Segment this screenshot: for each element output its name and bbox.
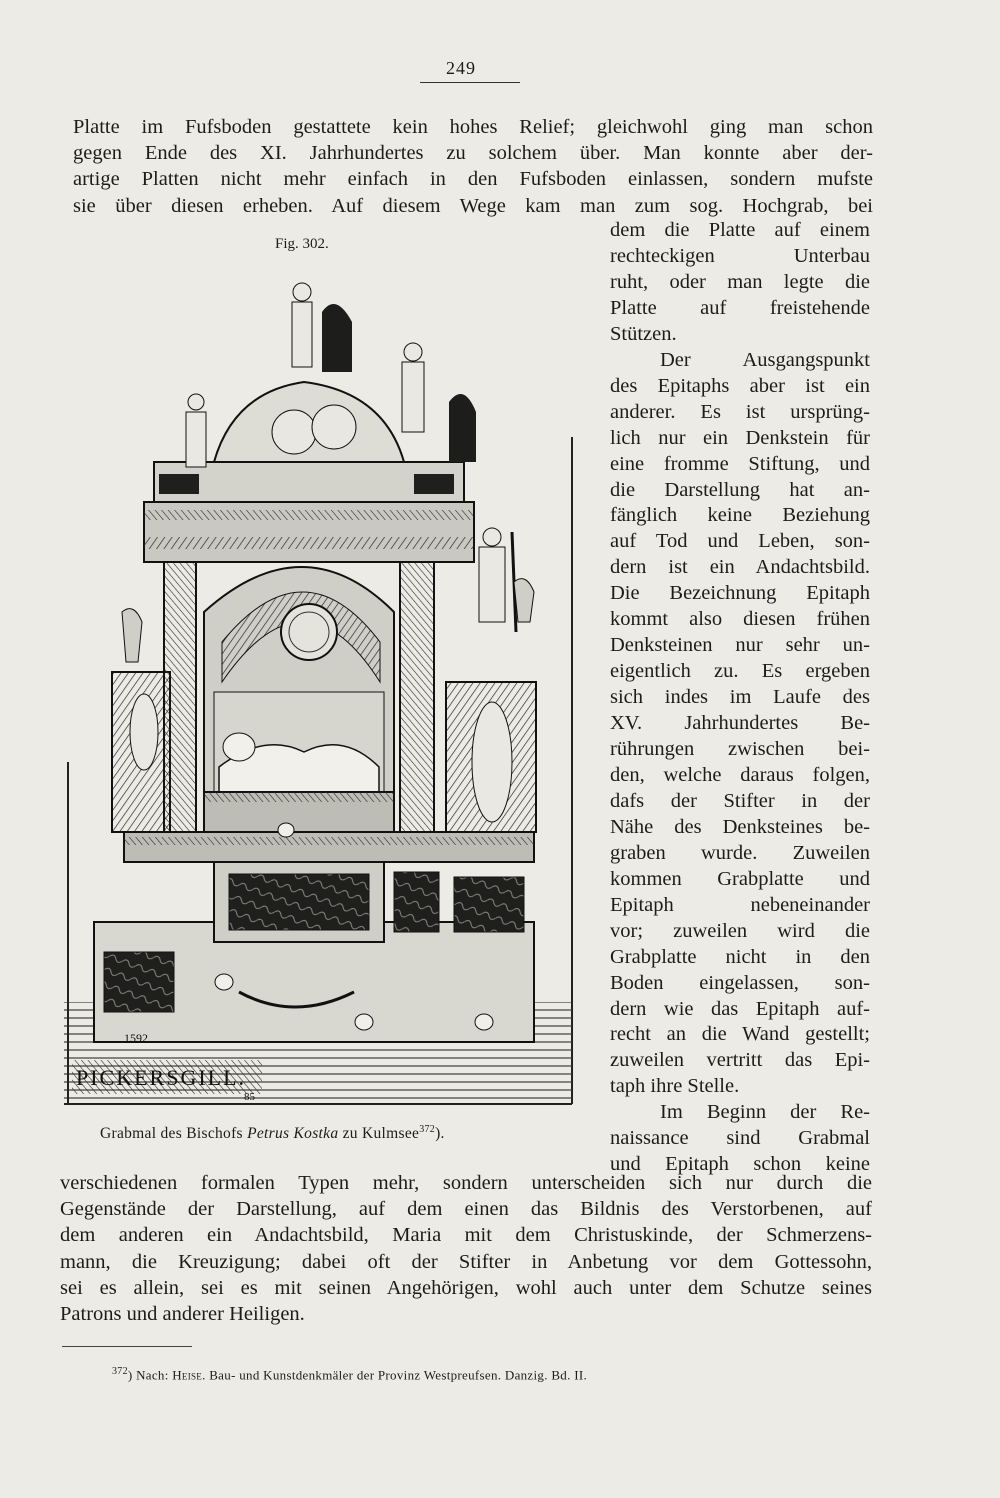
text-line: den, welche daraus folgen, xyxy=(610,763,870,786)
text-line: mann, die Kreuzigung; dabei oft der Stifter in Anbetung vor dem Gottessohn, xyxy=(60,1250,872,1273)
footnote-author: Heise. xyxy=(172,1367,206,1383)
text-line: Im Beginn der Re- xyxy=(660,1101,870,1124)
text-line: fänglich keine Beziehung xyxy=(610,504,870,527)
text-line: eigentlich zu. Es ergeben xyxy=(610,660,870,683)
text-line: Der Ausgangspunkt xyxy=(660,348,870,371)
page-number-rule xyxy=(420,82,520,83)
text-line: graben wurde. Zuweilen xyxy=(610,841,870,864)
text-line: Nähe des Denksteines be- xyxy=(610,815,870,838)
caption-post: zu Kulmsee xyxy=(342,1125,420,1143)
artist-signature: PICKERSGILL. xyxy=(76,1065,247,1090)
text-line: Boden eingelassen, son- xyxy=(610,971,870,994)
text-line: dem anderen ein Andachtsbild, Maria mit dem Christuskinde, der Schmerzens- xyxy=(60,1224,872,1247)
text-line: kommt also diesen frühen xyxy=(610,608,870,631)
text-line: Die Bezeichnung Epitaph xyxy=(610,582,870,605)
text-line: Platte im Fufsboden gestattete kein hohes Relief; gleichwohl ging man schon xyxy=(73,116,873,138)
text-line: artige Platten nicht mehr einfach in den Fufsboden einlassen, sondern mufste xyxy=(73,168,873,191)
text-line: auf Tod und Leben, son- xyxy=(610,530,870,553)
text-line: dern ist ein Andachtsbild. xyxy=(610,556,870,579)
text-line: Platte auf freistehende xyxy=(610,296,870,319)
text-line: XV. Jahrhundertes Be- xyxy=(610,712,870,735)
text-line: sie über diesen erheben. Auf diesem Wege kam man zum sog. Hochgrab, bei xyxy=(73,194,873,217)
page-number: 249 xyxy=(446,58,476,78)
figure-label: Fig. 302. xyxy=(275,236,329,252)
text-line: Epitaph nebeneinander xyxy=(610,893,870,916)
slab-inscription: 1592 xyxy=(124,1031,148,1045)
caption-name: Petrus Kostka xyxy=(247,1125,339,1143)
text-line: recht an die Wand gestellt; xyxy=(610,1023,870,1046)
caption-pre: Grabmal des Bischofs xyxy=(100,1125,243,1143)
text-line: die Darstellung hat an- xyxy=(610,478,870,501)
figure-caption xyxy=(100,1124,560,1143)
footnote-pre: ) Nach: xyxy=(127,1367,169,1383)
text-line: kommen Grabplatte und xyxy=(610,867,870,890)
text-line: Patrons und anderer Heiligen. xyxy=(60,1303,305,1325)
text-line: sei es allein, sei es mit seinen Angehörigen, wohl auch unter dem Schutze seines xyxy=(60,1276,872,1299)
text-line: gegen Ende des XI. Jahrhundertes zu solchem über. Man konnte aber der- xyxy=(73,142,873,165)
artist-year: 85 xyxy=(244,1091,255,1103)
text-line: des Epitaphs aber ist ein xyxy=(610,374,870,397)
text-line: Denksteinen nur sehr un- xyxy=(610,634,870,657)
text-line: und Epitaph schon keine xyxy=(610,1153,870,1176)
text-line: taph ihre Stelle. xyxy=(610,1075,740,1098)
text-line: rührungen zwischen bei- xyxy=(610,738,870,760)
text-line: zuweilen vertritt das Epi- xyxy=(610,1049,870,1072)
text-line: lich nur ein Denkstein für xyxy=(610,426,870,449)
text-line: dern wie das Epitaph auf- xyxy=(610,997,870,1020)
caption-end: ). xyxy=(435,1125,445,1143)
text-line: Grabplatte nicht in den xyxy=(610,945,870,968)
text-line: vor; zuweilen wird die xyxy=(610,919,870,942)
text-line: rechteckigen Unterbau xyxy=(610,244,870,267)
text-line: eine fromme Stiftung, und xyxy=(610,452,870,475)
figure-tomb-engraving xyxy=(64,262,576,1108)
text-line: ruht, oder man legte die xyxy=(610,270,870,293)
text-line: sich indes im Laufe des xyxy=(610,686,870,709)
caption-footnote-ref: 372 xyxy=(419,1124,436,1135)
text-line: dem die Platte auf einem xyxy=(610,219,870,241)
text-line: dafs der Stifter in der xyxy=(610,789,870,812)
footnote-rule xyxy=(62,1346,192,1347)
footnote-ref: 372 xyxy=(112,1366,128,1377)
footnote xyxy=(112,1366,587,1383)
text-line: naissance sind Grabmal xyxy=(610,1127,870,1150)
text-line: verschiedenen formalen Typen mehr, sondern unterscheiden sich nur durch die xyxy=(60,1172,872,1194)
tomb-engraving-illustration xyxy=(64,262,576,1108)
footnote-post: Bau- und Kunstdenkmäler der Provinz Westpreufsen. Danzig. Bd. II. xyxy=(209,1367,587,1383)
text-line: Gegenstände der Darstellung, auf dem einen das Bildnis des Verstorbenen, auf xyxy=(60,1198,872,1221)
text-line: anderer. Es ist ursprüng- xyxy=(610,400,870,423)
text-line: Stützen. xyxy=(610,322,677,345)
